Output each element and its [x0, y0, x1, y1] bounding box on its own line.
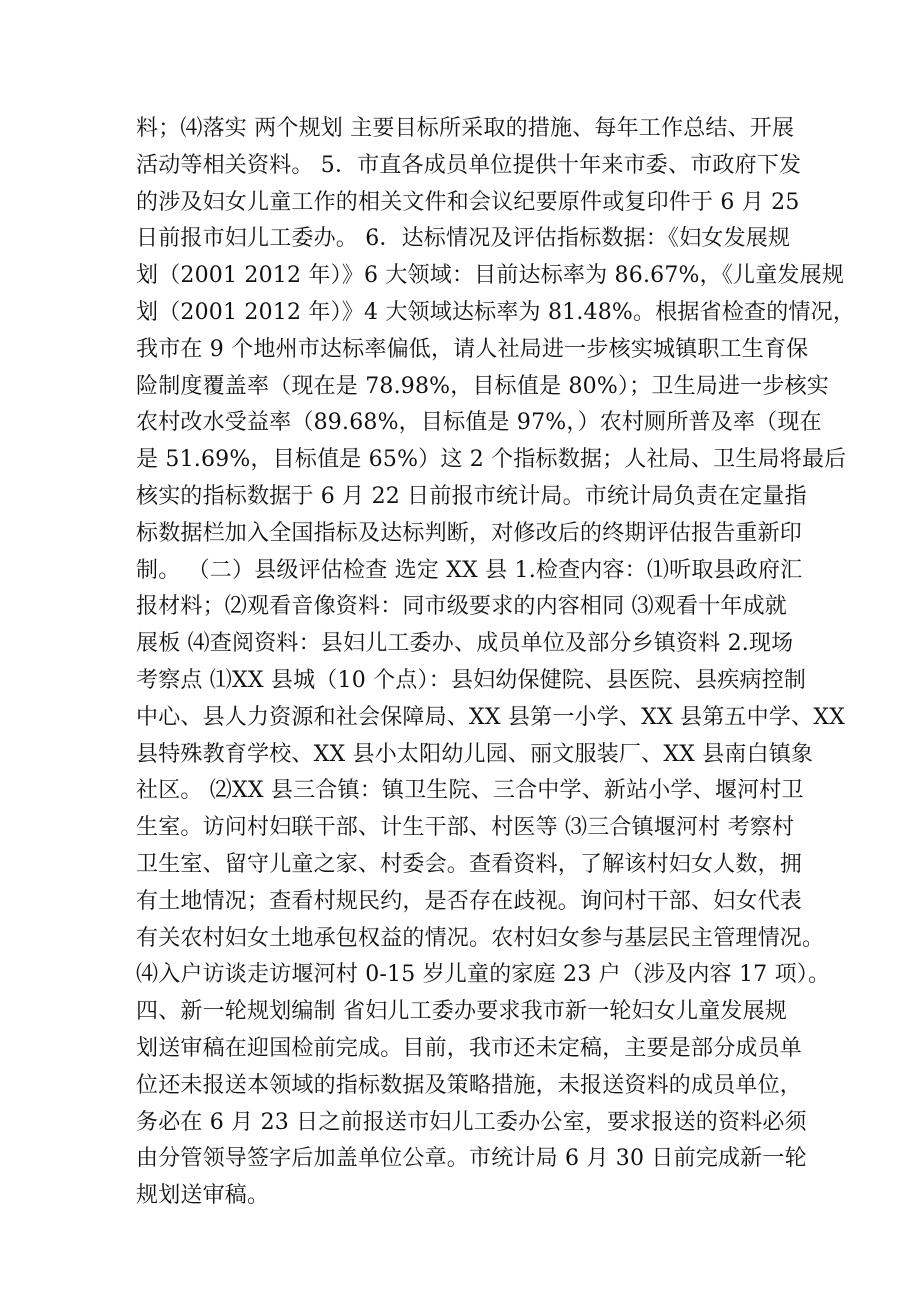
- text-line: 中心、县人力资源和社会保障局、XX 县第一小学、XX 县第五中学、XX: [136, 704, 845, 730]
- text-line: 险制度覆盖率（现在是 78.98%，目标值是 80%）；卫生局进一步核实: [136, 373, 829, 399]
- text-line: 制。 （二）县级评估检查 选定 XX 县 1.检查内容：⑴听取县政府汇: [136, 557, 803, 583]
- text-line: 农村改水受益率（89.68%，目标值是 97%，）农村厕所普及率（现在: [136, 410, 822, 436]
- text-line: 划（2001 2012 年）》4 大领域达标率为 81.48%。根据省检查的情况，: [136, 299, 856, 325]
- text-line: ⑷入户访谈走访堰河村 0-15 岁儿童的家庭 23 户（涉及内容 17 项）。: [136, 962, 831, 988]
- text-line: 社区。 ⑵XX 县三合镇：镇卫生院、三合中学、新站小学、堰河村卫: [136, 778, 804, 804]
- text-line: 标数据栏加入全国指标及达标判断，对修改后的终期评估报告重新印: [136, 520, 803, 546]
- text-line: 规划送审稿。: [136, 1183, 270, 1209]
- text-line: 我市在 9 个地州市达标率偏低，请人社局进一步核实城镇职工生育保: [136, 336, 809, 362]
- text-line: 日前报市妇儿工委办。 6．达标情况及评估指标数据：《妇女发展规: [136, 226, 791, 252]
- body-text: [136, 111, 856, 1215]
- text-line: 县特殊教育学校、XX 县小太阳幼儿园、丽文服装厂、XX 县南白镇象: [136, 741, 814, 767]
- text-line: 有关农村妇女土地承包权益的情况。农村妇女参与基层民主管理情况。: [136, 925, 825, 951]
- text-line: 划（2001 2012 年）》6 大领域：目前达标率为 86.67%，《儿童发展规: [136, 263, 845, 289]
- text-line: 展板 ⑷查阅资料：县妇儿工委办、成员单位及部分乡镇资料 2.现场: [136, 631, 794, 657]
- text-line: 考察点 ⑴XX 县城（10 个点）：县妇幼保健院、县医院、县疾病控制: [136, 667, 807, 693]
- text-line: 位还未报送本领域的指标数据及策略措施，未报送资料的成员单位，: [136, 1072, 803, 1098]
- text-line: 卫生室、留守儿童之家、村委会。查看资料，了解该村妇女人数，拥: [136, 851, 803, 877]
- text-line: 务必在 6 月 23 日之前报送市妇儿工委办公室，要求报送的资料必须: [136, 1109, 807, 1135]
- text-line: 四、新一轮规划编制 省妇儿工委办要求我市新一轮妇女儿童发展规: [136, 999, 787, 1025]
- text-line: 生室。访问村妇联干部、计生干部、村医等 ⑶三合镇堰河村 考察村: [136, 815, 795, 841]
- text-line: 活动等相关资料。 5．市直各成员单位提供十年来市委、市政府下发: [136, 152, 802, 178]
- text-line: 有土地情况；查看村规民约，是否存在歧视。询问村干部、妇女代表: [136, 888, 803, 914]
- text-line: 由分管领导签字后加盖单位公章。市统计局 6 月 30 日前完成新一轮: [136, 1146, 807, 1172]
- text-line: 核实的指标数据于 6 月 22 日前报市统计局。市统计局负责在定量指: [136, 483, 807, 509]
- text-line: 料；⑷落实 两个规划 主要目标所采取的措施、每年工作总结、开展: [136, 116, 795, 141]
- text-line: 划送审稿在迎国检前完成。目前，我市还未定稿，主要是部分成员单: [136, 1035, 803, 1061]
- text-line: 报材料；⑵观看音像资料：同市级要求的内容相同 ⑶观看十年成就: [136, 594, 787, 620]
- text-line: 的涉及妇女儿童工作的相关文件和会议纪要原件或复印件于 6 月 25: [136, 189, 800, 215]
- text-line: 是 51.69%，目标值是 65%）这 2 个指标数据；人社局、卫生局将最后: [136, 447, 847, 473]
